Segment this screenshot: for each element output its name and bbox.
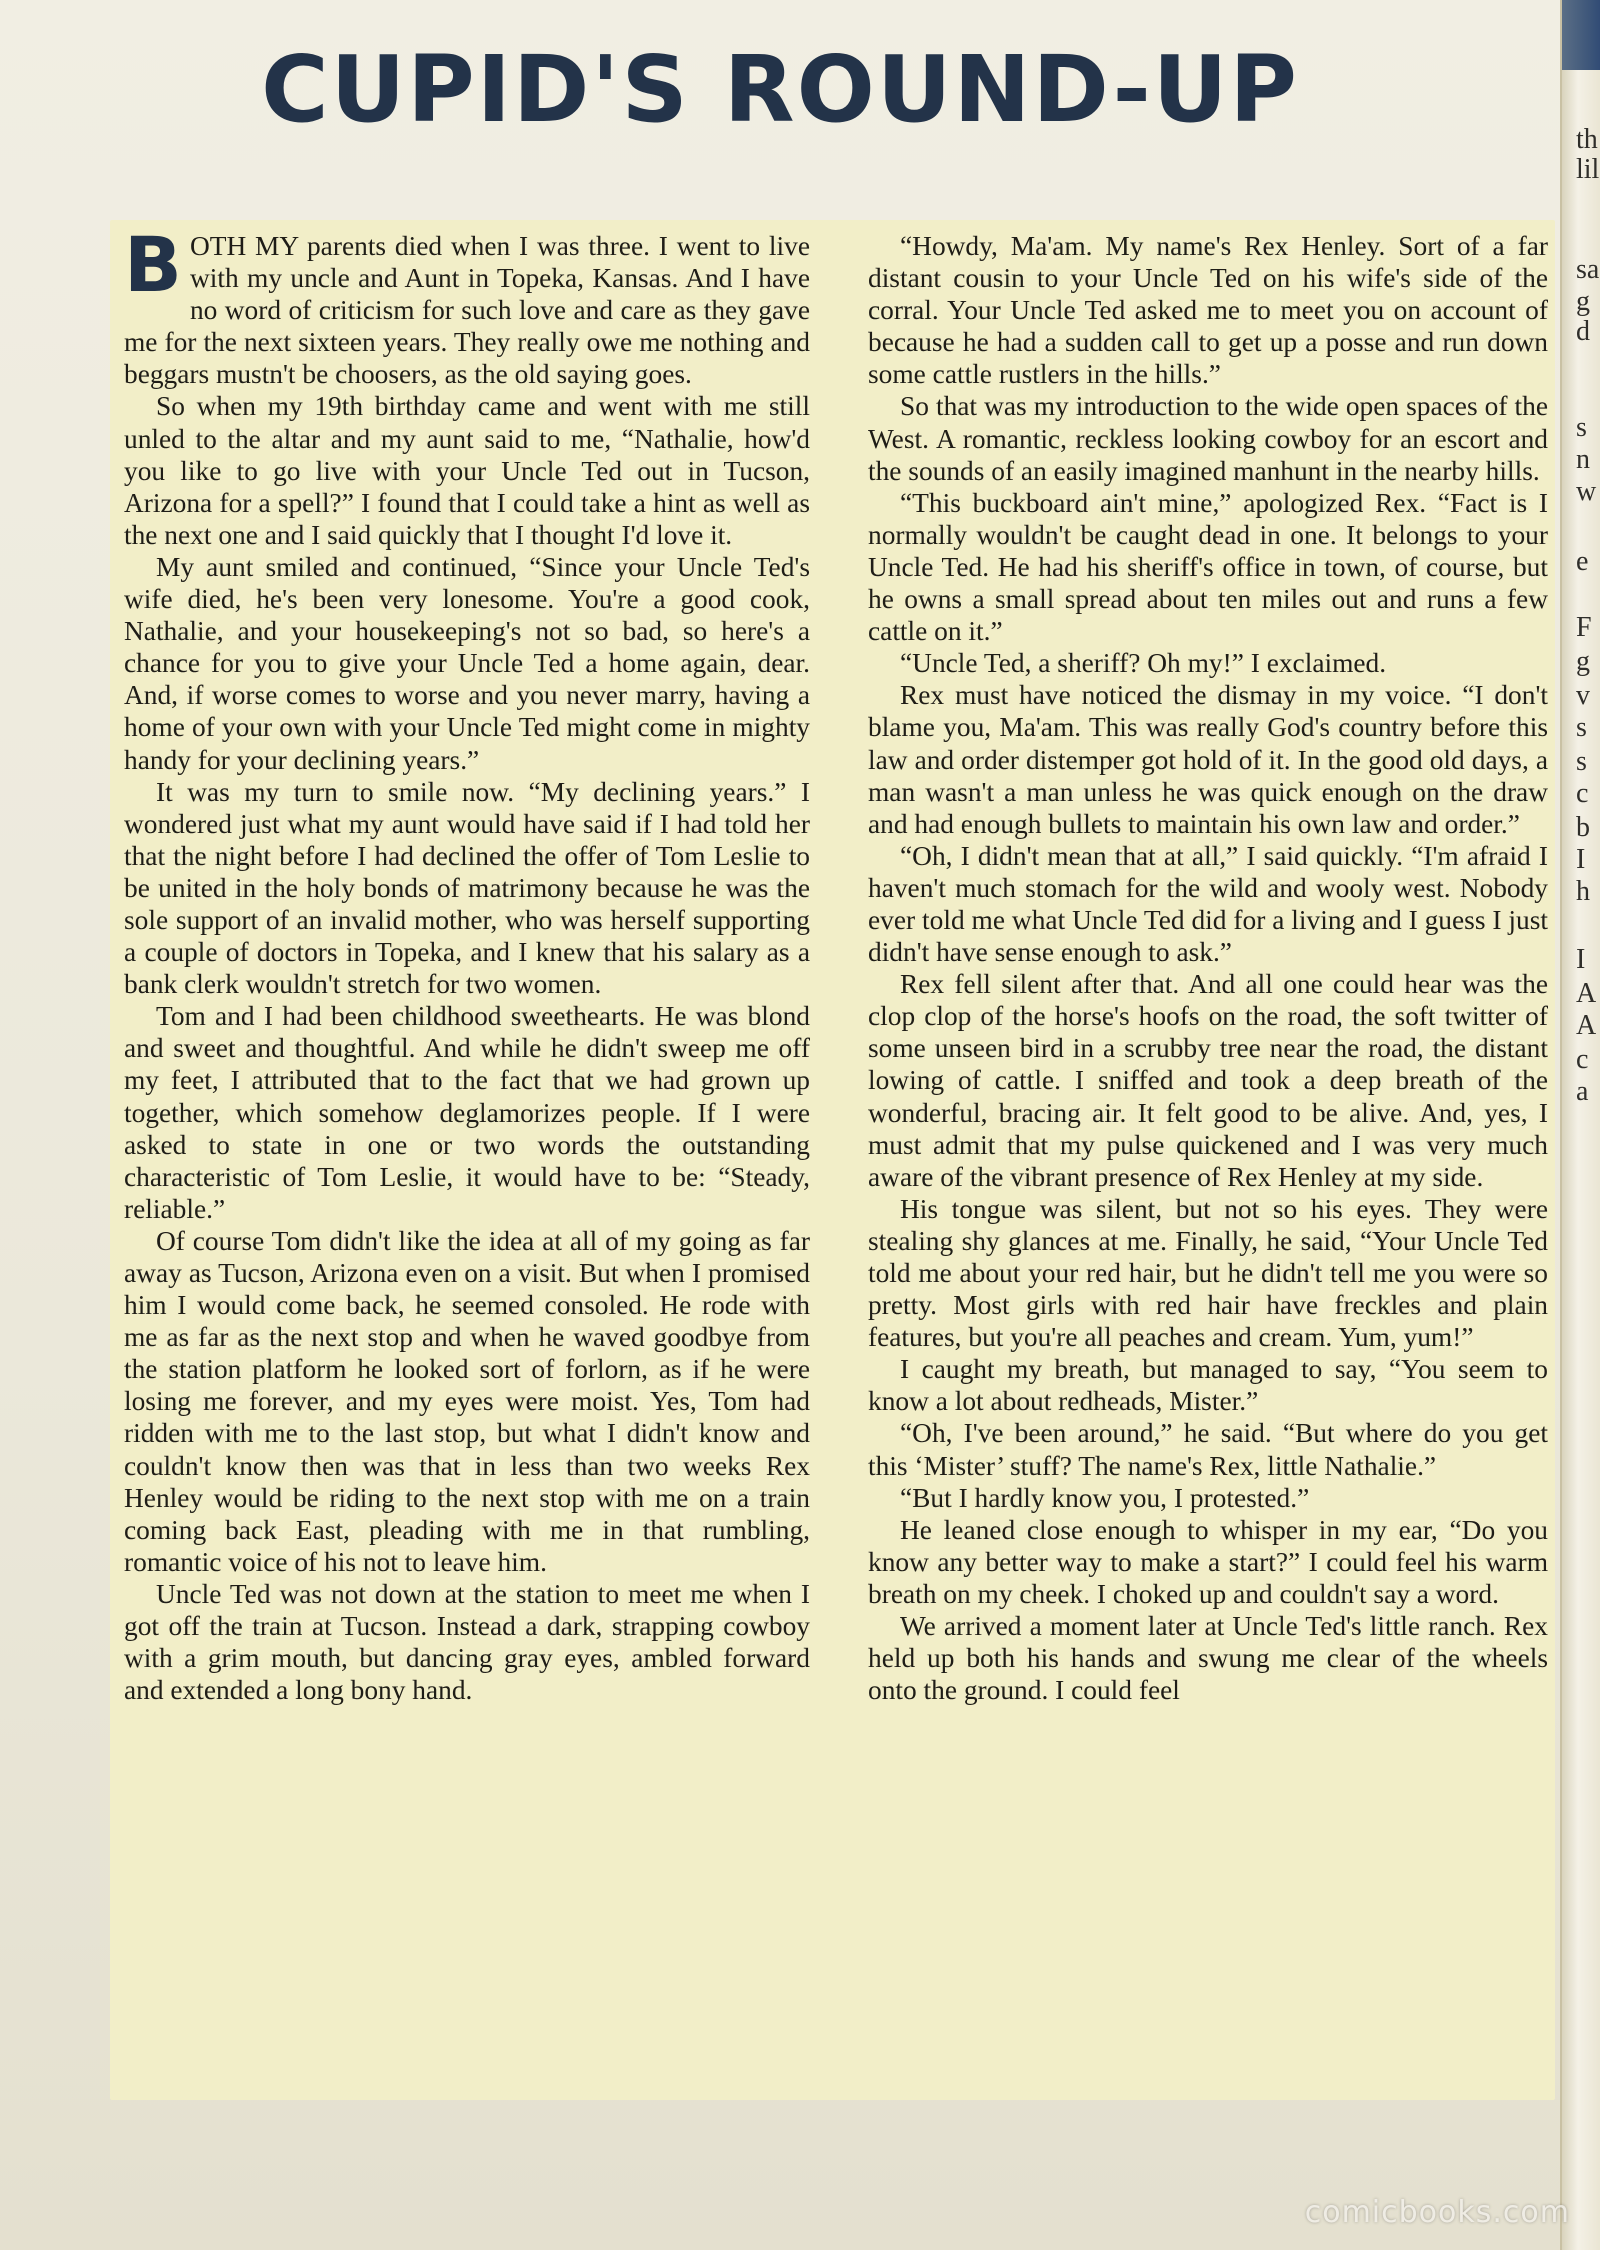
- edge-fragment: d: [1576, 316, 1590, 347]
- edge-fragment: c: [1576, 778, 1589, 809]
- edge-fragment: w: [1576, 476, 1597, 507]
- paragraph: So that was my introduction to the wide open spaces of the West. A romantic, reckless looking cowboy for an escort and the sounds of an easily imagined manhunt in the nearby hills.: [868, 391, 1548, 486]
- edge-fragment: A: [1576, 1010, 1597, 1041]
- text-column-right: [868, 230, 1548, 1706]
- paragraph: His tongue was silent, but not so his eyes. They were stealing shy glances at me. Finally, he said, “Your Uncle Ted told me about your red hair, but he didn't tell me you were so pretty. Most girls with red hair have freckles and plain features, but you're all peaches and cream. Yum, yum!”: [868, 1193, 1548, 1353]
- paragraph: He leaned close enough to whisper in my ear, “Do you know any better way to make a start?” I could feel his warm breath on my cheek. I choked up and couldn't say a word.: [868, 1514, 1548, 1609]
- edge-fragment: A: [1576, 978, 1597, 1009]
- paragraph: [124, 220, 810, 390]
- paragraph-text: OTH MY parents died when I was three. I went to live with my uncle and Aunt in Topeka, Kansas. And I have no word of criticism for such love and care as they gave me for the next sixteen years. They really owe me nothing and beggars mustn't be choosers, as the old saying goes.: [124, 231, 810, 390]
- paragraph: We arrived a moment later at Uncle Ted's little ranch. Rex held up both his hands and swung me clear of the wheels onto the ground. I could feel: [868, 1611, 1548, 1706]
- paragraph: So when my 19th birthday came and went with me still unled to the altar and my aunt said to me, “Nathalie, how'd you like to go live with your Uncle Ted out in Tucson, Arizona for a spell?” I found that I could take a hint as well as the next one and I said quickly that I thought I'd love it.: [124, 391, 810, 550]
- paragraph: Uncle Ted was not down at the station to meet me when I got off the train at Tucson. Instead a dark, strapping cowboy with a grim mouth, but dancing gray eyes, ambled forward and extended a long bony hand.: [124, 1578, 810, 1706]
- edge-fragment: a: [1576, 1076, 1589, 1107]
- edge-fragment: s: [1576, 712, 1587, 743]
- edge-fragment: b: [1576, 812, 1590, 843]
- edge-fragment: th: [1576, 124, 1598, 155]
- edge-fragment: s: [1576, 412, 1587, 443]
- edge-fragment: I: [1576, 844, 1586, 875]
- paragraph: My aunt smiled and continued, “Since your Uncle Ted's wife died, he's been very lonesome. You're a good cook, Nathalie, and your housekeeping's not so bad, so here's a chance for you to give your Uncle Ted a home again, dear. And, if worse comes to worse and you never marry, having a home of your own with your Uncle Ted might come in mighty handy for your declining years.”: [124, 551, 810, 775]
- paragraph: Rex must have noticed the dismay in my voice. “I don't blame you, Ma'am. This was really God's country before this law and order distemper got hold of it. In the good old days, a man wasn't a man unless he was quick enough on the draw and had enough bullets to maintain his own law and order.”: [868, 680, 1548, 839]
- edge-fragment: g: [1576, 286, 1590, 317]
- paragraph: “But I hardly know you, I protested.”: [900, 1482, 1310, 1513]
- paragraph: “Oh, I didn't mean that at all,” I said quickly. “I'm afraid I haven't much stomach for the wild and wooly west. Nobody ever told me what Uncle Ted did for a living and I guess I just didn't have sense enough to ask.”: [868, 840, 1548, 968]
- paragraph: “This buckboard ain't mine,” apologized Rex. “Fact is I normally wouldn't be caught dead in one. It belongs to your Uncle Ted. He had his sheriff's office in town, of course, but he owns a small spread about ten miles out and runs a few cattle on it.”: [868, 487, 1548, 647]
- paragraph: “Uncle Ted, a sheriff? Oh my!” I exclaimed.: [900, 648, 1387, 679]
- edge-fragment: h: [1576, 876, 1590, 907]
- drop-cap: B: [124, 220, 182, 309]
- paragraph: I caught my breath, but managed to say, “You seem to know a lot about redheads, Mister.”: [868, 1354, 1548, 1417]
- edge-fragment: e: [1576, 546, 1589, 577]
- paragraph: It was my turn to smile now. “My declining years.” I wondered just what my aunt would have said if I had told her that the night before I had declined the offer of Tom Leslie to be united in the holy bonds of matrimony because he was the sole support of an invalid mother, who was herself supporting a couple of doctors in Topeka, and I knew that his salary as a bank clerk wouldn't stretch for two women.: [124, 776, 810, 1000]
- edge-fragment: I: [1576, 944, 1586, 975]
- paragraph: Of course Tom didn't like the idea at all of my going as far away as Tucson, Arizona even on a visit. But when I promised him I would come back, he seemed consoled. He rode with me as far as the next stop and when he waved goodbye from the station platform he looked sort of forlorn, as if he were losing me forever, and my eyes were moist. Yes, Tom had ridden with me to the last stop, but what I didn't know and couldn't know then was that in less than two weeks Rex Henley would be riding to the next stop with me on a train coming back East, pleading with me in that rumbling, romantic voice of his not to leave him.: [124, 1225, 810, 1577]
- paragraph: Rex fell silent after that. And all one could hear was the clop clop of the horse's hoofs on the road, the soft twitter of some unseen bird in a scrubby tree near the road, the distant lowing of cattle. I sniffed and took a deep breath of the wonderful, bracing air. It felt good to be alive. And, yes, I must admit that my pulse quickened and I was very much aware of the vibrant presence of Rex Henley at my side.: [868, 969, 1548, 1192]
- edge-fragment: g: [1576, 646, 1590, 677]
- edge-fragment: F: [1576, 612, 1592, 643]
- text-column-left: [124, 220, 810, 1706]
- edge-fragment: sa: [1576, 254, 1600, 285]
- paragraph: Tom and I had been childhood sweethearts. He was blond and sweet and thoughtful. And while he didn't sweep me off my feet, I attributed that to the fact that we had grown up together, which somehow deglamorizes people. If I were asked to state in one or two words the outstanding characteristic of Tom Leslie, it would have to be: “Steady, reliable.”: [124, 1001, 810, 1224]
- paragraph: “Oh, I've been around,” he said. “But where do you get this ‘Mister’ stuff? The name's Rex, little Nathalie.”: [868, 1418, 1548, 1481]
- edge-fragment: c: [1576, 1044, 1589, 1075]
- paragraph: “Howdy, Ma'am. My name's Rex Henley. Sort of a far distant cousin to your Uncle Ted on his wife's side of the corral. Your Uncle Ted asked me to meet you on account of because he had a sudden call to get up a posse and run down some cattle rustlers in the hills.”: [868, 231, 1548, 390]
- next-page-edge: [1560, 0, 1600, 2250]
- cover-strip: [1562, 0, 1600, 70]
- edge-fragment: s: [1576, 746, 1587, 777]
- watermark: comicbooks.com: [1304, 2195, 1570, 2230]
- edge-fragment: n: [1576, 444, 1590, 475]
- story-title: CUPID'S ROUND-UP: [261, 36, 1299, 143]
- edge-fragment: v: [1576, 680, 1590, 711]
- edge-fragment: lil: [1576, 154, 1600, 185]
